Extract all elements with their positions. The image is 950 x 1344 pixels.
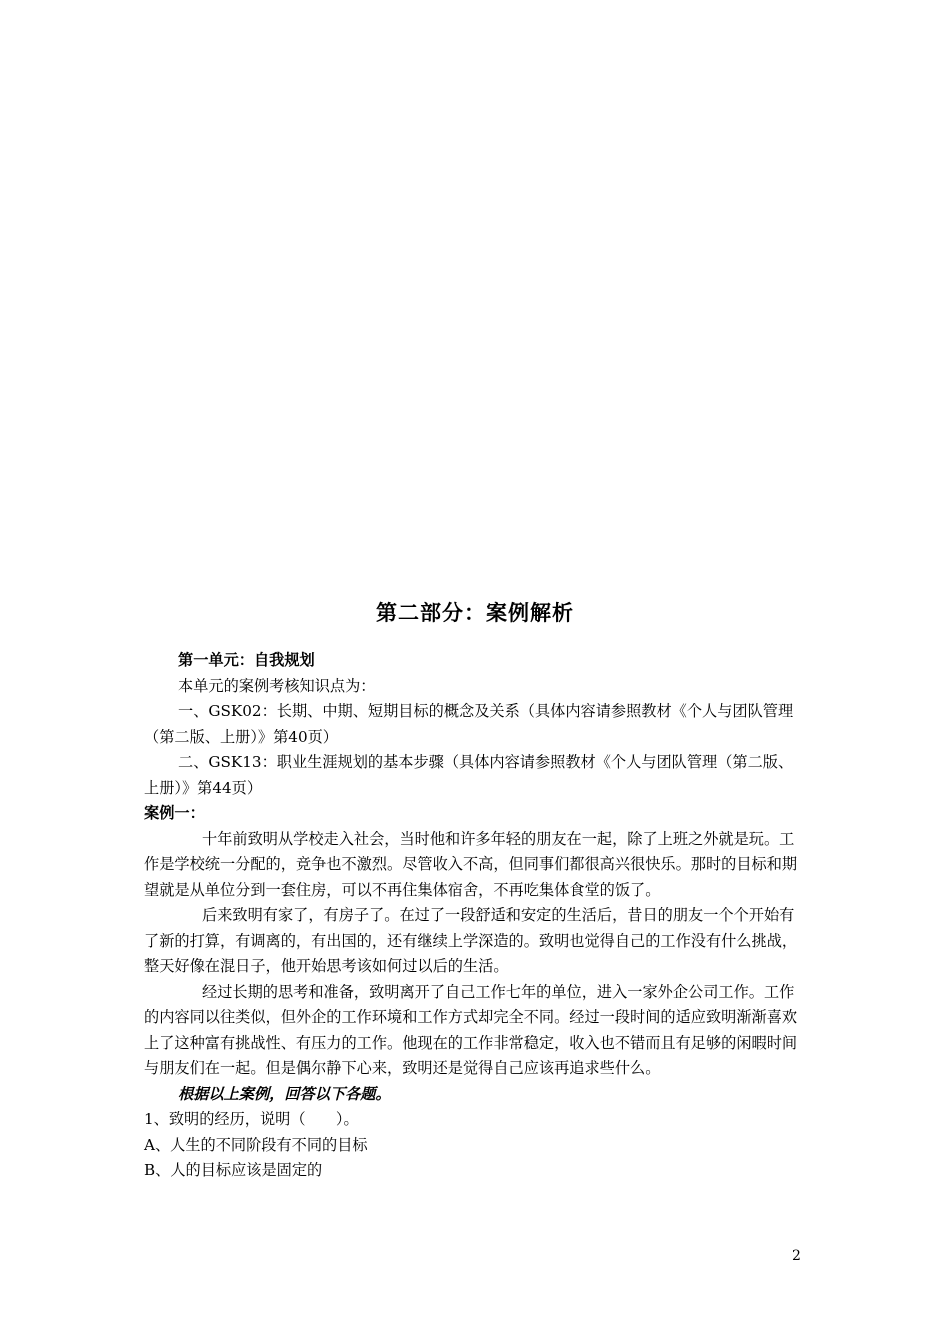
case-paragraph-1: 十年前致明从学校走入社会，当时他和许多年轻的朋友在一起，除了上班之外就是玩。工作是学校统一分配的，竞争也不激烈。尽管收入不高，但同事们都很高兴很快乐。那时的目标和期望就是从单位分到一套住房，可以不再住集体宿舍，不再吃集体食堂的饭了。 [144,829,798,899]
document-body [144,648,808,1184]
part-title: 第二部分：案例解析 [376,601,574,625]
unit-title: 第一单元：自我规划 [178,651,315,669]
option-a: A、人生的不同阶段有不同的目标 [144,1135,368,1154]
option-b: B、人的目标应该是固定的 [144,1161,323,1179]
case-paragraph-3: 经过长期的思考和准备，致明离开了自己工作七年的单位，进入一家外企公司工作。工作的内容同以往类似，但外企的工作环境和工作方式却完全不同。经过一段时间的适应致明渐渐喜欢上了这种富有挑战性、有压力的工作。他现在的工作非常稳定，收入也不错而且有足够的闲暇时间与朋友们在一起。但是偶尔静下心来，致明还是觉得自己应该再追求些什么。 [144,982,798,1077]
case-paragraph-2: 后来致明有家了，有房子了。在过了一段舒适和安定的生活后，昔日的朋友一个个开始有了新的打算，有调离的，有出国的，还有继续上学深造的。致明也觉得自己的工作没有什么挑战，整天好像在混日子，他开始思考该如何过以后的生活。 [144,906,798,975]
intro-text: 本单元的案例考核知识点为： [178,676,376,695]
case-title: 案例一： [144,804,205,822]
question-1: 1、致明的经历，说明（ ）。 [144,1110,359,1128]
page-number: 2 [792,1248,801,1264]
question-instruction: 根据以上案例，回答以下各题。 [178,1084,391,1103]
knowledge-point-1: 一、GSK02：长期、中期、短期目标的概念及关系（具体内容请参照教材《个人与团队管理（第二版、上册）》第40页） [144,702,794,746]
knowledge-point-2: 二、GSK13：职业生涯规划的基本步骤（具体内容请参照教材《个人与团队管理（第二版、上册）》第44页） [144,753,794,797]
